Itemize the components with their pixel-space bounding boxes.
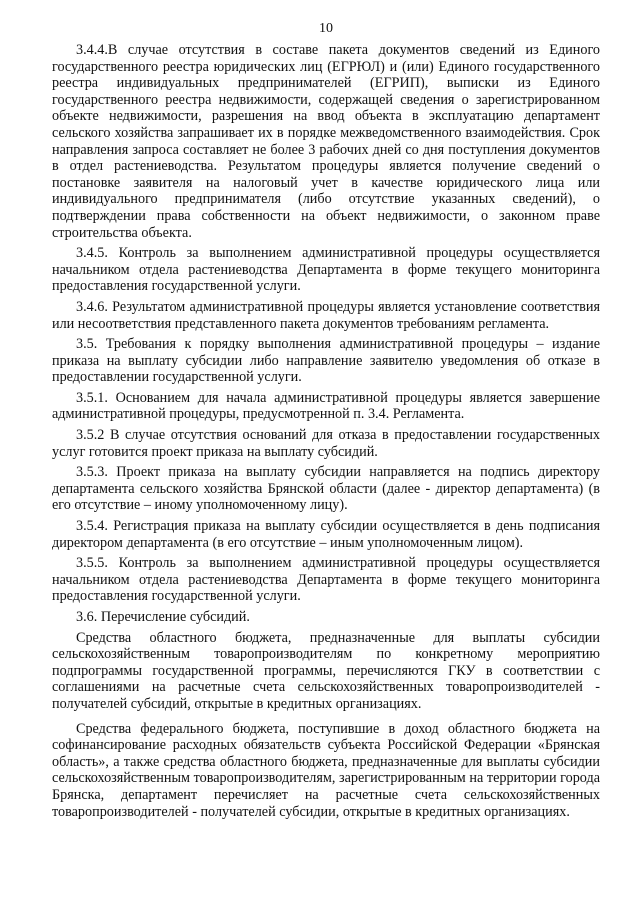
paragraph-3-5-2: 3.5.2 В случае отсутствия оснований для отказа в предоставлении государственных услуг готовится проект приказа на выплату субсидий.: [52, 427, 600, 460]
page-number: 10: [319, 21, 333, 36]
paragraph-regional-budget: Средства областного бюджета, предназначенные для выплаты субсидии сельскохозяйственным товаропроизводителям по конкретному мероприятию подпрограммы государственной программы, перечисляются ГКУ в соответствии с соглашениями на расчетные счета сельскохозяйственных товаропроизводителей - получателей субсидий, открытые в кредитных организациях.: [52, 629, 600, 712]
paragraph-3-5-5: 3.5.5. Контроль за выполнением административной процедуры осуществляется начальником отдела растениеводства Департамента в форме текущего мониторинга предоставления государственной услуги.: [52, 555, 600, 605]
document-page: [52, 20, 600, 824]
paragraph-3-5-3: 3.5.3. Проект приказа на выплату субсидии направляется на подпись директору департамента сельского хозяйства Брянской области (далее - директор департамента) (в его отсутствие – иному уполномоченному лицу).: [52, 464, 600, 514]
paragraph-3-5-1: 3.5.1. Основанием для начала административной процедуры является завершение административной процедуры, предусмотренной п. 3.4. Регламента.: [52, 389, 600, 423]
paragraph-3-4-6: 3.4.6. Результатом административной процедуры является установление соответствия или несоответствия представленного пакета документов требованиям регламента.: [52, 298, 600, 332]
paragraph-3-4-4: 3.4.4.В случае отсутствия в составе пакета документов сведений из Единого государственного реестра юридических лиц (ЕГРЮЛ) и (или) Единого государственного реестра индивидуальных предпринимателей (ЕГРИП), выписки из Единого государственного реестра недвижимости, содержащей сведения о зарегистрированном объекте недвижимости, разрешения на ввод объекта в эксплуатацию департамент сельского хозяйства запрашивает их в порядке межведомственного взаимодействия. Срок направления запроса составляет не более 3 рабочих дней со дня поступления документов в отдел растениеводства. Результатом процедуры является получение сведений о постановке заявителя на налоговый учет в качестве юридического лица или индивидуального предпринимателя (либо отсутствие указанных сведений), о подтверждении права собственности на объект недвижимости, о законном праве строительства объекта.: [52, 42, 600, 241]
paragraph-3-5: 3.5. Требования к порядку выполнения административной процедуры – издание приказа на выплату субсидии либо направление заявителю уведомления об отказе в предоставлении государственной услуги.: [52, 336, 600, 386]
paragraph-federal-budget: Средства федерального бюджета, поступившие в доход областного бюджета на софинансирование расходных обязательств субъекта Российской Федерации «Брянская область», а также средства областного бюджета, предназначенные для выплаты субсидии сельскохозяйственным товаропроизводителям, зарегистрированным на территории города Брянска, департамент перечисляет на расчетные счета сельскохозяйственных товаропроизводителей - получателей субсидии, открытые в кредитных организациях.: [52, 720, 600, 820]
paragraph-3-6-heading: 3.6. Перечисление субсидий.: [76, 609, 250, 625]
paragraph-3-5-4: 3.5.4. Регистрация приказа на выплату субсидии осуществляется в день подписания директором департамента (в его отсутствие – иным уполномоченным лицом).: [52, 518, 600, 551]
paragraph-3-4-5: 3.4.5. Контроль за выполнением административной процедуры осуществляется начальником отдела растениеводства Департамента в форме текущего мониторинга предоставления государственной услуги.: [52, 245, 600, 295]
